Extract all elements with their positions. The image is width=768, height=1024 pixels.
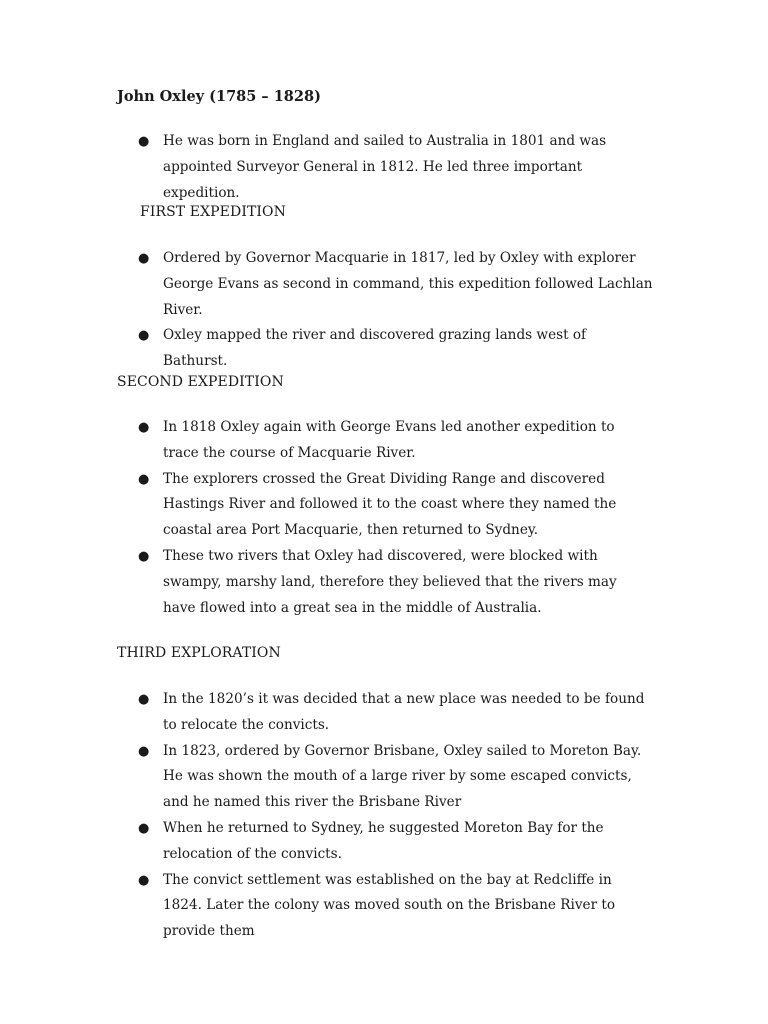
bullet-text: Ordered by Governor Macquarie in 1817, led by Oxley with explorer George Evans as second in command, this expedition followed Lachlan River. (163, 250, 653, 318)
list-item (0, 323, 653, 375)
list-item (0, 467, 653, 544)
bullet-icon: ● (138, 471, 150, 487)
list-item (0, 544, 653, 621)
bullet-icon: ● (138, 134, 150, 149)
bullet-icon: ● (138, 692, 150, 707)
bullet-text: The convict settlement was established on the bay at Redcliffe in 1824. Later the colony was moved south on the Brisbane River to provide them (163, 871, 616, 940)
third-exploration-list (0, 687, 768, 945)
bullet-icon: ● (138, 872, 150, 888)
list-item (0, 687, 653, 739)
list-item (0, 129, 653, 206)
list-item (0, 816, 653, 868)
bullet-text: When he returned to Sydney, he suggested Moreton Bay for the relocation of the convicts. (163, 819, 604, 862)
section-heading-third-exploration: THIRD EXPLORATION (117, 645, 281, 661)
second-expedition-list (0, 415, 768, 621)
bullet-text: The explorers crossed the Great Dividing Range and discovered Hastings River and followed it to the coast where they named the coastal area Port Macquarie, then returned to Sydney. (163, 470, 617, 539)
section-heading-first-expedition: FIRST EXPEDITION (140, 204, 286, 220)
list-item (0, 739, 653, 816)
document-title: John Oxley (1785 – 1828) (117, 88, 321, 105)
bullet-text: These two rivers that Oxley had discovered, were blocked with swampy, marshy land, therefore they believed that the rivers may have flowed into a great sea in the middle of Australia. (163, 547, 617, 616)
bullet-icon: ● (138, 548, 150, 564)
bullet-icon: ● (138, 251, 150, 266)
intro-list (0, 129, 768, 206)
bullet-text: In 1823, ordered by Governor Brisbane, Oxley sailed to Moreton Bay. He was shown the mouth of a large river by some escaped convicts, and he named this river the Brisbane River (163, 742, 642, 811)
section-heading-second-expedition: SECOND EXPEDITION (117, 374, 284, 390)
bullet-icon: ● (138, 743, 150, 759)
list-item (0, 246, 653, 323)
bullet-text: Oxley mapped the river and discovered grazing lands west of Bathurst. (163, 327, 587, 370)
bullet-text: He was born in England and sailed to Australia in 1801 and was appointed Surveyor General in 1812. He led three important expedition. (163, 133, 607, 201)
bullet-text: In 1818 Oxley again with George Evans led another expedition to trace the course of Macquarie River. (163, 419, 615, 461)
list-item (0, 868, 653, 945)
bullet-icon: ● (138, 328, 150, 344)
bullet-icon: ● (138, 420, 150, 435)
bullet-text: In the 1820’s it was decided that a new place was needed to be found to relocate the convicts. (163, 691, 645, 733)
first-expedition-list (0, 246, 768, 375)
list-item (0, 415, 653, 467)
bullet-icon: ● (138, 820, 150, 836)
